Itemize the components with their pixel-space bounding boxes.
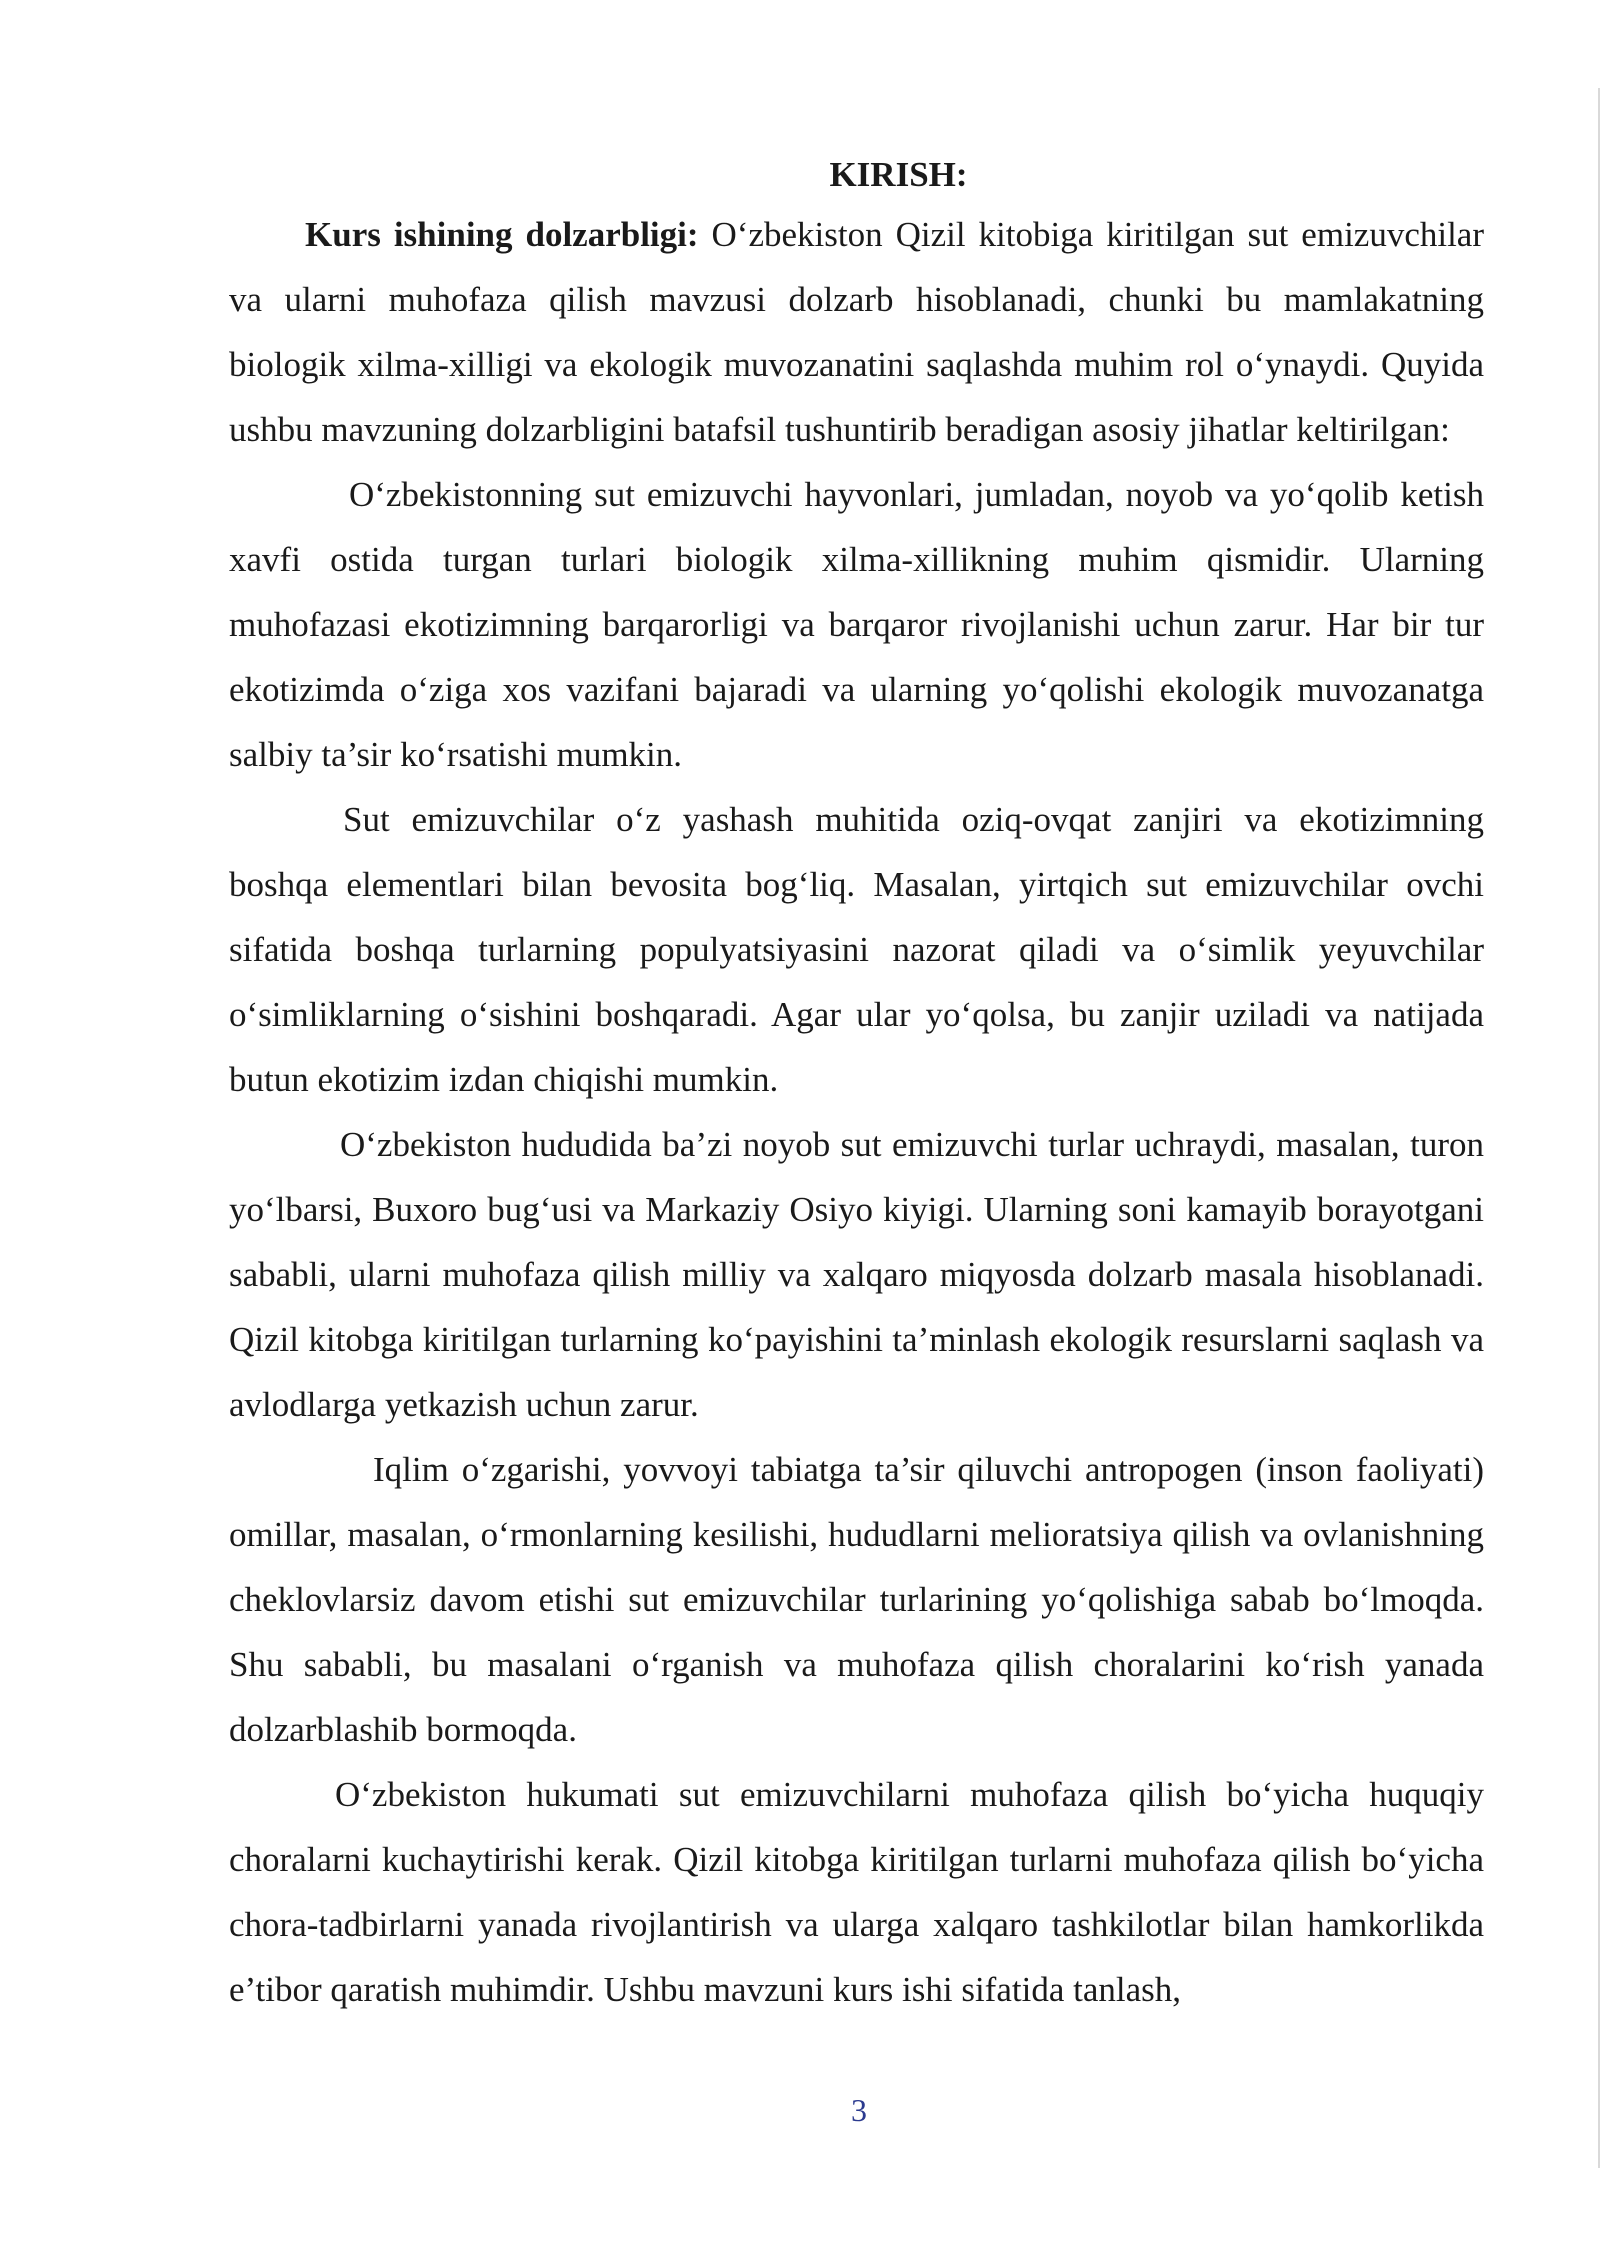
paragraph-rare-species: O‘zbekiston hududida ba’zi noyob sut emizuvchi turlar uchraydi, masalan, turon yo‘lbarsi, Buxoro bug‘usi va Markaziy Osiyo kiyigi. Ularning soni kamayib borayotgani sababli, ularni muhofaza qilish milliy va xalqaro miqyosda dolzarb masala hisoblanadi. Qizil kitobga kiritilgan turlarning ko‘payishini ta’minlash ekologik resurslarni saqlash va avlodlarga yetkazish uchun zarur.	[229, 1125, 1484, 1424]
paragraph-biodiversity: O‘zbekistonning sut emizuvchi hayvonlari, jumladan, noyob va yo‘qolib ketish xavfi ostida turgan turlari biologik xilma-xillikning muhim qismidir. Ularning muhofazasi ekotizimning barqarorligi va barqaror rivojlanishi uchun zarur. Har bir tur ekotizimda o‘ziga xos vazifani bajaradi va ularning yo‘qolishi ekologik muvozanatga salbiy ta’sir ko‘rsatishi mumkin.	[229, 475, 1484, 774]
paragraph-text: O‘zbekiston Qizil kitobiga kiritilgan sut emizuvchilar va ularni muhofaza qilish mavzusi dolzarb hisoblanadi, chunki bu mamlakatning biologik xilma-xilligi va ekologik muvozanatini saqlashda muhim rol o‘ynaydi. Quyida ushbu mavzuning dolzarbligini batafsil tushuntirib beradigan asosiy jihatlar keltirilgan:	[229, 215, 1484, 449]
paragraph-lead: Kurs ishining dolzarbligi:	[305, 215, 699, 254]
section-title: KIRISH:	[829, 155, 968, 194]
paragraph-relevance	[229, 202, 1484, 462]
paragraph-threats: Iqlim o‘zgarishi, yovvoyi tabiatga ta’sir qiluvchi antropogen (inson faoliyati) omillar, masalan, o‘rmonlarning kesilishi, hududlarni melioratsiya qilish va ovlanishning cheklovlarsiz davom etishi sut emizuvchilar turlarining yo‘qolishiga sabab bo‘lmoqda. Shu sababli, bu masalani o‘rganish va muhofaza qilish choralarini ko‘rish yanada dolzarblashib bormoqda.	[229, 1450, 1484, 1749]
document-page	[229, 150, 1484, 2022]
paragraph-food-chain: Sut emizuvchilar o‘z yashash muhitida oziq-ovqat zanjiri va ekotizimning boshqa elementlari bilan bevosita bog‘liq. Masalan, yirtqich sut emizuvchilar ovchi sifatida boshqa turlarning populyatsiyasini nazorat qiladi va o‘simlik yeyuvchilar o‘simliklarning o‘sishini boshqaradi. Agar ular yo‘qolsa, bu zanjir uziladi va natijada butun ekotizim izdan chiqishi mumkin.	[229, 800, 1484, 1099]
page-number: 3	[851, 2092, 867, 2128]
paragraph-government: O‘zbekiston hukumati sut emizuvchilarni muhofaza qilish bo‘yicha huquqiy choralarni kuchaytirishi kerak. Qizil kitobga kiritilgan turlarni muhofaza qilish bo‘yicha chora-tadbirlarni yanada rivojlantirish va ularga xalqaro tashkilotlar bilan hamkorlikda e’tibor qaratish muhimdir. Ushbu mavzuni kurs ishi sifatida tanlash,	[229, 1775, 1484, 2009]
